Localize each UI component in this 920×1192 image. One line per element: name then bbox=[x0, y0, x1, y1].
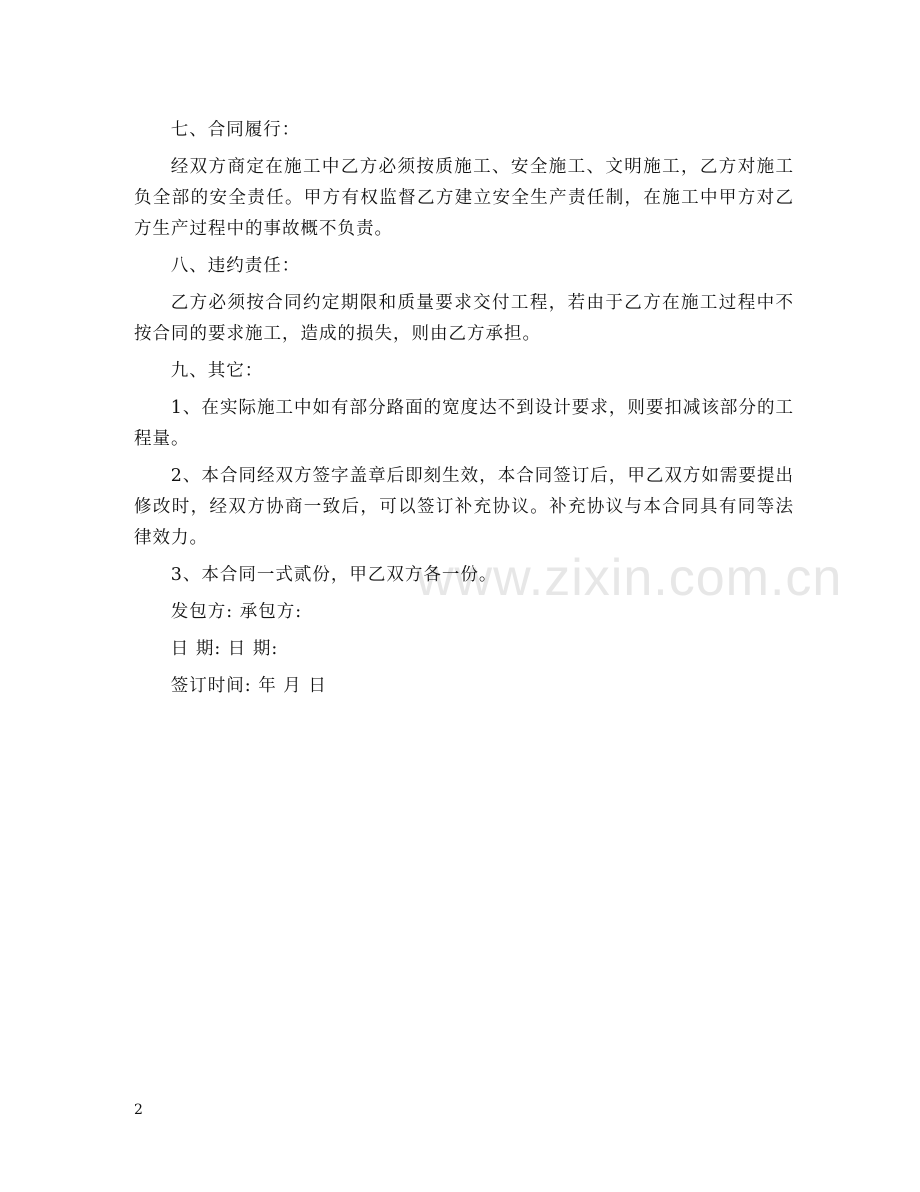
watermark: www.zixin.com.cn bbox=[416, 549, 843, 607]
section-heading-other: 九、其它： bbox=[170, 361, 264, 381]
clause-3: 3、本合同一式贰份，甲乙双方各一份。 bbox=[170, 565, 498, 585]
paragraph-performance: 经双方商定在施工中乙方必须按质施工、安全施工、文明施工，乙方对施工负全部的安全责任。甲方有权监督乙方建立安全生产责任制，在施工中甲方对乙方生产过程中的事故概不负责。 bbox=[134, 157, 794, 239]
clause-2: 2、本合同经双方签字盖章后即刻生效，本合同签订后，甲乙双方如需要提出修改时，经双方协商一致后，可以签订补充协议。补充协议与本合同具有同等法律效力。 bbox=[134, 466, 794, 548]
section-heading-breach: 八、违约责任： bbox=[170, 256, 301, 276]
signature-date-line: 日 期: 日 期: bbox=[170, 639, 279, 659]
page-number: 2 bbox=[134, 1102, 143, 1118]
signature-parties-line: 发包方: 承包方: bbox=[170, 602, 303, 622]
paragraph-breach: 乙方必须按合同约定期限和质量要求交付工程，若由于乙方在施工过程中不按合同的要求施工，造成的损失，则由乙方承担。 bbox=[134, 293, 794, 344]
clause-1: 1、在实际施工中如有部分路面的宽度达不到设计要求，则要扣减该部分的工程量。 bbox=[134, 398, 794, 449]
document-body bbox=[134, 115, 794, 708]
signing-time-line: 签订时间: 年 月 日 bbox=[170, 676, 327, 696]
section-heading-performance: 七、合同履行： bbox=[170, 120, 301, 140]
